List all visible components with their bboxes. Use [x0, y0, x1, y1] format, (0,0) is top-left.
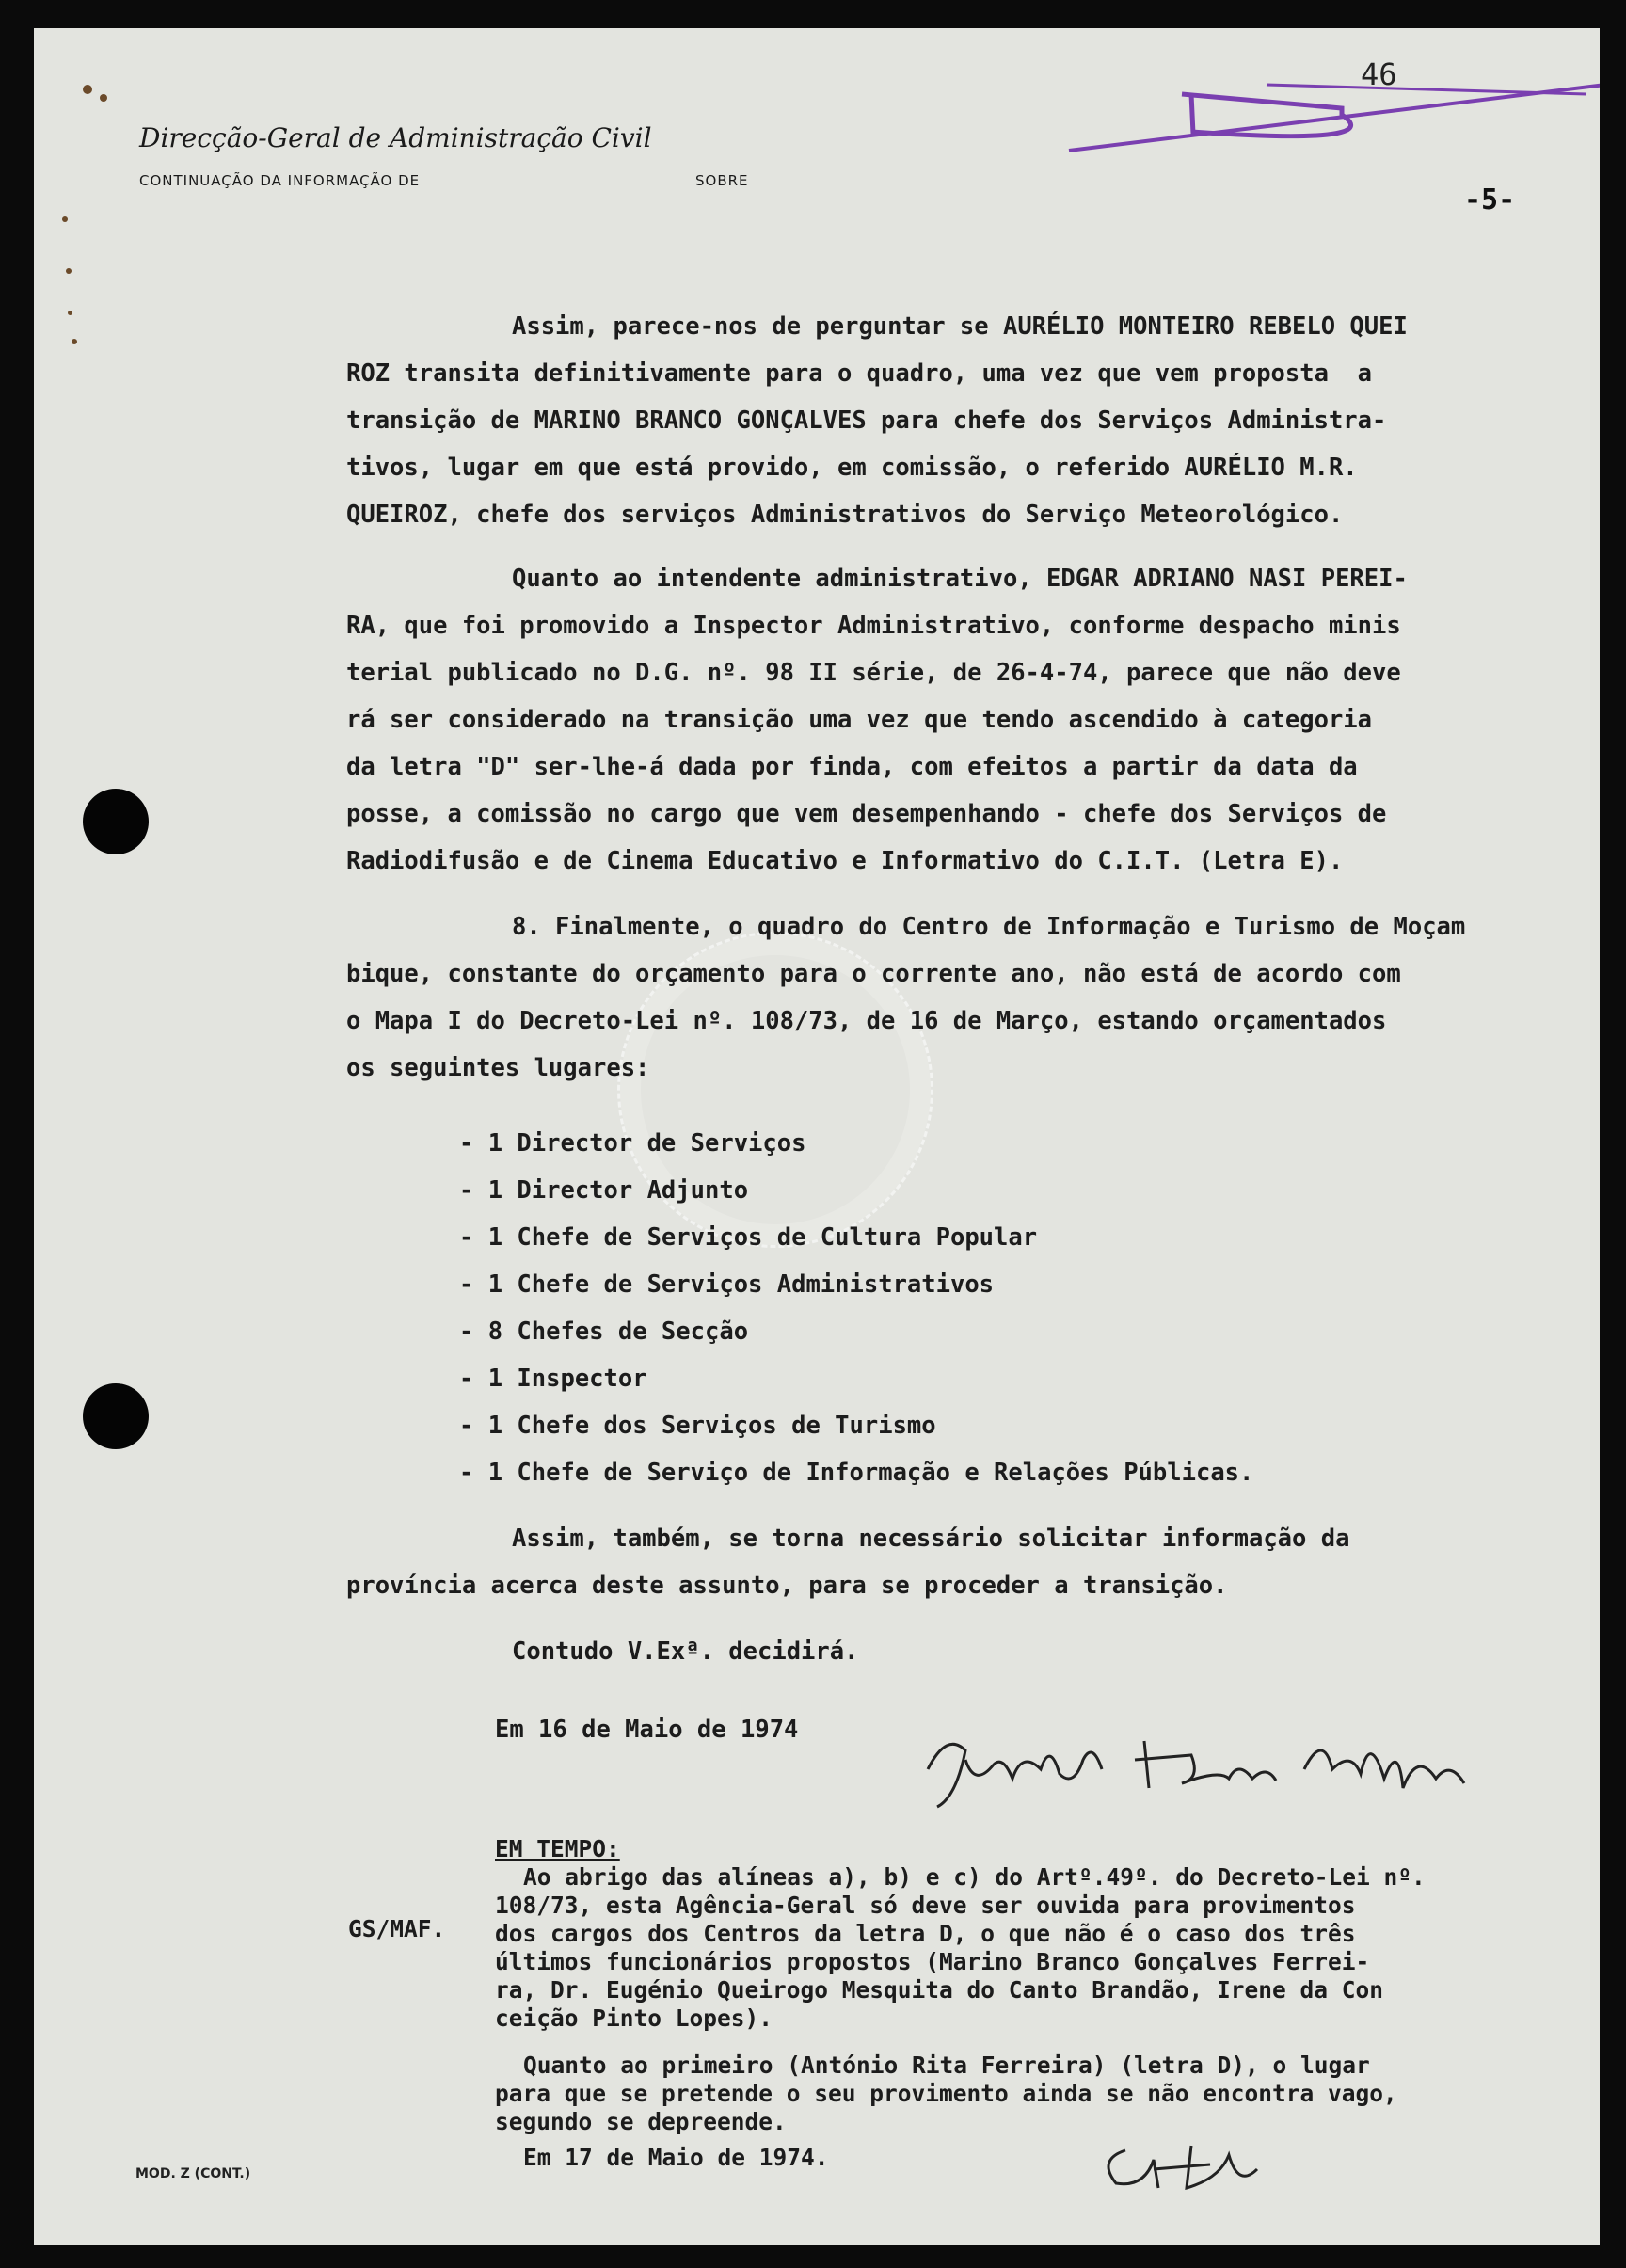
- em-tempo-line: últimos funcionários propostos (Marino Branco Gonçalves Ferrei-: [495, 1948, 1370, 1975]
- list-item: - 1 Chefe de Serviço de Informação e Relações Públicas.: [459, 1459, 1254, 1487]
- list-item: - 1 Chefe de Serviços Administrativos: [459, 1270, 995, 1299]
- list-item: - 1 Inspector: [459, 1365, 647, 1393]
- body-line: província acerca deste assunto, para se proceder a transição.: [346, 1572, 1228, 1600]
- body-line: posse, a comissão no cargo que vem desempenhando - chefe dos Serviços de: [346, 800, 1387, 828]
- folio-number: 46: [1361, 56, 1397, 92]
- punch-hole-lower: [83, 1383, 149, 1449]
- body-line: Assim, parece-nos de perguntar se AURÉLIO MONTEIRO REBELO QUEI: [512, 312, 1408, 341]
- body-line: QUEIROZ, chefe dos serviços Administrativos do Serviço Meteorológico.: [346, 501, 1344, 529]
- form-code: MOD. Z (CONT.): [136, 2166, 251, 2181]
- about-label: SOBRE: [695, 172, 749, 189]
- body-line: 8. Finalmente, o quadro do Centro de Informação e Turismo de Moçam: [512, 913, 1466, 941]
- list-item: - 1 Director de Serviços: [459, 1129, 806, 1158]
- date-line: Em 16 de Maio de 1974: [495, 1716, 799, 1744]
- handwritten-signature: [909, 1713, 1492, 1816]
- paper-speck: [62, 216, 68, 222]
- paper-speck: [100, 94, 107, 102]
- handwritten-initials: [1088, 2113, 1276, 2197]
- body-line: rá ser considerado na transição uma vez que tendo ascendido à categoria: [346, 706, 1373, 734]
- continuation-label: CONTINUAÇÃO DA INFORMAÇÃO DE: [139, 172, 421, 189]
- body-line: os seguintes lugares:: [346, 1054, 650, 1082]
- body-line: Assim, também, se torna necessário solicitar informação da: [512, 1525, 1350, 1553]
- list-item: - 8 Chefes de Secção: [459, 1318, 749, 1346]
- closing-line: Contudo V.Exª. decidirá.: [512, 1637, 859, 1666]
- body-line: RA, que foi promovido a Inspector Administrativo, conforme despacho minis: [346, 612, 1401, 640]
- em-tempo-line: ra, Dr. Eugénio Queirogo Mesquita do Canto Brandão, Irene da Con: [495, 1976, 1384, 2004]
- initials: GS/MAF.: [348, 1915, 446, 1942]
- em-tempo-line: segundo se depreende.: [495, 2108, 787, 2135]
- list-item: - 1 Chefe de Serviços de Cultura Popular: [459, 1223, 1038, 1252]
- body-line: bique, constante do orçamento para o corrente ano, não está de acordo com: [346, 960, 1401, 988]
- list-item: - 1 Chefe dos Serviços de Turismo: [459, 1412, 936, 1440]
- em-tempo-line: Ao abrigo das alíneas a), b) e c) do Artº.49º. do Decreto-Lei nº.: [523, 1863, 1426, 1891]
- list-item: - 1 Director Adjunto: [459, 1176, 749, 1205]
- purple-stamp-mark: [1060, 56, 1600, 160]
- body-line: ROZ transita definitivamente para o quadro, uma vez que vem proposta a: [346, 359, 1373, 388]
- em-tempo-line: 108/73, esta Agência-Geral só deve ser ouvida para provimentos: [495, 1892, 1356, 1919]
- em-tempo-line: Quanto ao primeiro (António Rita Ferreira) (letra D), o lugar: [523, 2052, 1370, 2079]
- em-tempo-line: ceição Pinto Lopes).: [495, 2004, 773, 2032]
- paper-speck: [66, 268, 72, 274]
- page-number: -5-: [1464, 184, 1516, 216]
- em-tempo-line: para que se pretende o seu provimento ainda se não encontra vago,: [495, 2080, 1397, 2107]
- paper-speck: [72, 339, 77, 344]
- paper-speck: [68, 311, 72, 315]
- date-line: Em 17 de Maio de 1974.: [523, 2144, 829, 2171]
- body-line: da letra "D" ser-lhe-á dada por finda, com efeitos a partir da data da: [346, 753, 1358, 781]
- body-line: terial publicado no D.G. nº. 98 II série, de 26-4-74, parece que não deve: [346, 659, 1401, 687]
- paper-speck: [83, 85, 92, 94]
- body-line: o Mapa I do Decreto-Lei nº. 108/73, de 16 de Março, estando orçamentados: [346, 1007, 1387, 1035]
- body-line: transição de MARINO BRANCO GONÇALVES para chefe dos Serviços Administra-: [346, 407, 1387, 435]
- punch-hole-upper: [83, 789, 149, 854]
- body-line: tivos, lugar em que está provido, em comissão, o referido AURÉLIO M.R.: [346, 454, 1358, 482]
- body-line: Radiodifusão e de Cinema Educativo e Informativo do C.I.T. (Letra E).: [346, 847, 1344, 875]
- document-page: [34, 28, 1600, 2245]
- em-tempo-heading: EM TEMPO:: [495, 1835, 620, 1862]
- body-line: Quanto ao intendente administrativo, EDGAR ADRIANO NASI PEREI-: [512, 565, 1408, 593]
- em-tempo-line: dos cargos dos Centros da letra D, o que não é o caso dos três: [495, 1920, 1356, 1947]
- organization-title: Direcção-Geral de Administração Civil: [139, 122, 652, 153]
